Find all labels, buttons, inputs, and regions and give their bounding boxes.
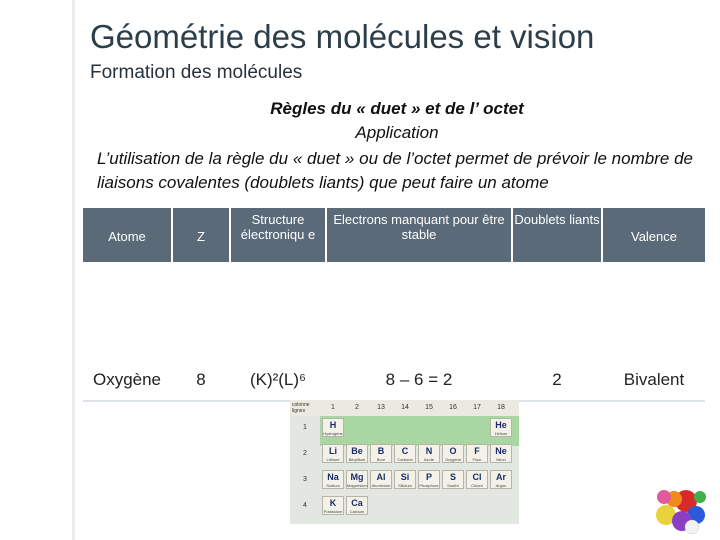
element-name: Aluminium (371, 483, 391, 488)
periodic-column-label: 17 (473, 404, 481, 411)
element-name: Lithium (326, 457, 340, 462)
periodic-column-label: 1 (331, 404, 335, 411)
element-symbol: O (449, 446, 457, 456)
header-z: Z (173, 208, 229, 262)
header-doublets: Doublets liants (513, 208, 601, 262)
periodic-column-label: 2 (355, 404, 359, 411)
explanation-paragraph: L’utilisation de la règle du « duet » ou de l’octet permet de prévoir le nombre de liaisons covalentes (doublets liants) que peut faire un atome (97, 149, 693, 192)
element-name: Carbone (397, 457, 413, 462)
element-cell-li (322, 444, 344, 463)
cell-z: 8 (196, 372, 206, 389)
element-name: Sodium (326, 483, 340, 488)
element-symbol: C (401, 446, 409, 456)
element-symbol: F (474, 446, 480, 456)
header-structure: Structure électroniqu e (231, 208, 325, 262)
element-name: Hélium (494, 431, 508, 436)
element-symbol: He (495, 420, 507, 430)
element-symbol: Na (327, 472, 339, 482)
cell-doublets: 2 (552, 372, 562, 389)
element-name: Béryllium (348, 457, 366, 462)
element-symbol: Al (376, 472, 386, 482)
element-name: Oxygène (444, 457, 461, 462)
molecule-balls-icon (652, 485, 710, 535)
element-symbol: K (329, 498, 337, 508)
periodic-column-label: 15 (425, 404, 433, 411)
element-symbol: Ne (495, 446, 507, 456)
element-symbol: Cl (472, 472, 482, 482)
periodic-column-label: 18 (497, 404, 505, 411)
cell-structure: (K)²(L)⁶ (249, 372, 307, 389)
table-header (83, 208, 705, 262)
periodic-table (290, 400, 519, 524)
periodic-row-label: 1 (303, 424, 307, 431)
element-name: Soufre (447, 483, 459, 488)
element-cell-c (394, 444, 416, 463)
slide-subtitle: Formation des molécules (90, 62, 303, 83)
element-cell-be (346, 444, 368, 463)
element-cell-he (490, 418, 512, 437)
periodic-column-label: 14 (401, 404, 409, 411)
element-name: Potassium (323, 509, 343, 514)
periodic-column-label: 13 (377, 404, 385, 411)
header-atome: Atome (83, 208, 171, 262)
element-cell-b (370, 444, 392, 463)
element-symbol: S (449, 472, 456, 482)
element-cell-p (418, 470, 440, 489)
element-cell-h (322, 418, 344, 437)
cell-valence: Bivalent (623, 372, 685, 389)
element-cell-si (394, 470, 416, 489)
element-cell-k (322, 496, 344, 515)
element-symbol: Ar (495, 472, 506, 482)
element-cell-o (442, 444, 464, 463)
periodic-column-label: 16 (449, 404, 457, 411)
element-cell-mg (346, 470, 368, 489)
table-row (83, 372, 705, 402)
element-cell-f (466, 444, 488, 463)
element-symbol: Li (329, 446, 337, 456)
element-name: Hydrogène (323, 431, 343, 436)
element-name: Fluor (472, 457, 482, 462)
element-name: Magnésium (347, 483, 368, 488)
element-symbol: Be (351, 446, 363, 456)
element-name: Néon (496, 457, 506, 462)
element-cell-ca (346, 496, 368, 515)
element-cell-s (442, 470, 464, 489)
element-symbol: N (425, 446, 433, 456)
periodic-row-label: 2 (303, 450, 307, 457)
element-symbol: B (377, 446, 385, 456)
element-cell-cl (466, 470, 488, 489)
element-name: Argon (495, 483, 507, 488)
element-symbol: Si (400, 472, 410, 482)
element-cell-al (370, 470, 392, 489)
element-name: Phosphore (419, 483, 439, 488)
rule-subheading: Application (355, 123, 439, 142)
element-symbol: H (329, 420, 337, 430)
header-valence: Valence (603, 208, 705, 262)
element-symbol: Ca (351, 498, 363, 508)
cell-atome: Oxygène (92, 372, 162, 389)
element-name: Chlore (471, 483, 483, 488)
element-symbol: Mg (350, 472, 364, 482)
element-name: Calcium (349, 509, 365, 514)
periodic-corner-label: colonne lignes (292, 402, 310, 414)
element-name: Azote (423, 457, 435, 462)
periodic-row-label: 4 (303, 502, 307, 509)
left-accent-bar (72, 0, 75, 540)
element-cell-na (322, 470, 344, 489)
element-cell-n (418, 444, 440, 463)
element-name: Silicium (398, 483, 412, 488)
rule-heading: Règles du « duet » et de l’ octet (270, 99, 524, 118)
element-name: Bore (376, 457, 386, 462)
periodic-row-label: 3 (303, 476, 307, 483)
slide-title: Géométrie des molécules et vision (90, 18, 595, 55)
element-cell-ar (490, 470, 512, 489)
header-electrons: Electrons manquant pour être stable (327, 208, 511, 262)
element-symbol: P (425, 472, 432, 482)
cell-electrons: 8 – 6 = 2 (385, 372, 453, 389)
element-cell-ne (490, 444, 512, 463)
